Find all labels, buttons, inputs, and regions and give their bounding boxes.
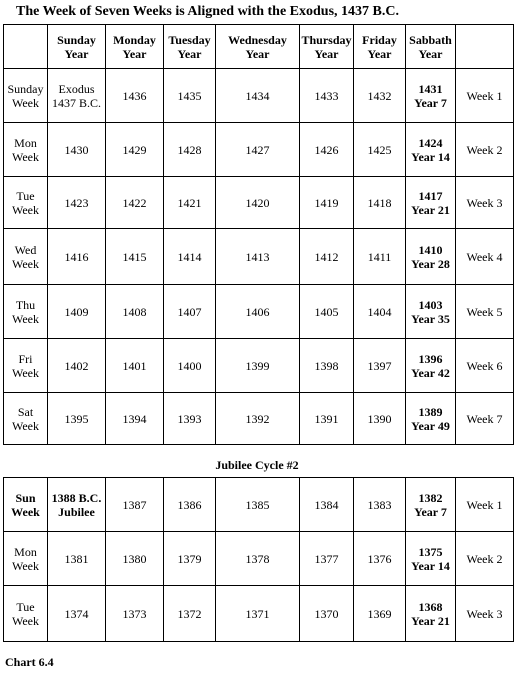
sabbath-year-cell: 1389 Year 49 <box>406 393 456 445</box>
header-cell: Sabbath Year <box>406 25 456 69</box>
header-cell: Tuesday Year <box>164 25 216 69</box>
year-cell: 1433 <box>300 69 354 123</box>
header-corner <box>4 25 48 69</box>
year-cell: 1385 <box>216 478 300 532</box>
year-cell: 1378 <box>216 532 300 586</box>
year-cell: 1425 <box>354 123 406 177</box>
year-cell: Exodus 1437 B.C. <box>48 69 106 123</box>
year-cell: 1407 <box>164 285 216 339</box>
row-label: Tue Week <box>4 177 48 229</box>
year-cell: 1434 <box>216 69 300 123</box>
year-cell: 1419 <box>300 177 354 229</box>
table-row <box>4 339 514 393</box>
week-label: Week 6 <box>456 339 514 393</box>
year-cell: 1430 <box>48 123 106 177</box>
week-label: Week 2 <box>456 123 514 177</box>
year-cell: 1383 <box>354 478 406 532</box>
year-cell: 1392 <box>216 393 300 445</box>
year-cell: 1393 <box>164 393 216 445</box>
year-cell: 1421 <box>164 177 216 229</box>
year-cell: 1377 <box>300 532 354 586</box>
sabbath-year-cell: 1424 Year 14 <box>406 123 456 177</box>
header-cell: Sunday Year <box>48 25 106 69</box>
year-cell: 1376 <box>354 532 406 586</box>
row-label: Mon Week <box>4 123 48 177</box>
year-cell: 1402 <box>48 339 106 393</box>
table-row <box>4 123 514 177</box>
table-row <box>4 229 514 285</box>
week-label: Week 3 <box>456 586 514 642</box>
row-label: Wed Week <box>4 229 48 285</box>
sabbath-year-cell: 1375 Year 14 <box>406 532 456 586</box>
year-cell: 1379 <box>164 532 216 586</box>
table-row <box>4 393 514 445</box>
year-cell: 1405 <box>300 285 354 339</box>
sabbath-year-cell: 1396 Year 42 <box>406 339 456 393</box>
year-cell: 1399 <box>216 339 300 393</box>
row-label: Sun Week <box>4 478 48 532</box>
year-cell: 1408 <box>106 285 164 339</box>
table-jubilee-cycle-1 <box>3 24 514 445</box>
header-cell: Monday Year <box>106 25 164 69</box>
year-cell: 1412 <box>300 229 354 285</box>
year-cell: 1428 <box>164 123 216 177</box>
chart-caption: Chart 6.4 <box>5 655 54 669</box>
year-cell: 1418 <box>354 177 406 229</box>
row-label: Sat Week <box>4 393 48 445</box>
year-cell: 1386 <box>164 478 216 532</box>
year-cell: 1416 <box>48 229 106 285</box>
week-label: Week 3 <box>456 177 514 229</box>
sabbath-year-cell: 1382 Year 7 <box>406 478 456 532</box>
row-label: Tue Week <box>4 586 48 642</box>
header-cell: Wednesday Year <box>216 25 300 69</box>
header-cell: Friday Year <box>354 25 406 69</box>
year-cell: 1413 <box>216 229 300 285</box>
header-corner-right <box>456 25 514 69</box>
year-cell: 1391 <box>300 393 354 445</box>
jubilee-year-cell: 1388 B.C. Jubilee <box>48 478 106 532</box>
year-cell: 1414 <box>164 229 216 285</box>
week-label: Week 1 <box>456 69 514 123</box>
year-cell: 1404 <box>354 285 406 339</box>
year-cell: 1401 <box>106 339 164 393</box>
year-cell: 1427 <box>216 123 300 177</box>
sabbath-year-cell: 1431 Year 7 <box>406 69 456 123</box>
row-label: Mon Week <box>4 532 48 586</box>
row-label: Fri Week <box>4 339 48 393</box>
header-cell: Thursday Year <box>300 25 354 69</box>
table-row <box>4 586 514 642</box>
table-row <box>4 532 514 586</box>
table-row <box>4 285 514 339</box>
year-cell: 1436 <box>106 69 164 123</box>
year-cell: 1400 <box>164 339 216 393</box>
header-row <box>4 25 514 69</box>
year-cell: 1397 <box>354 339 406 393</box>
year-cell: 1420 <box>216 177 300 229</box>
sabbath-year-cell: 1368 Year 21 <box>406 586 456 642</box>
year-cell: 1406 <box>216 285 300 339</box>
year-cell: 1387 <box>106 478 164 532</box>
year-cell: 1409 <box>48 285 106 339</box>
year-cell: 1398 <box>300 339 354 393</box>
year-cell: 1384 <box>300 478 354 532</box>
table-row <box>4 478 514 532</box>
table-jubilee-cycle-2 <box>3 477 514 642</box>
year-cell: 1371 <box>216 586 300 642</box>
year-cell: 1390 <box>354 393 406 445</box>
year-cell: 1394 <box>106 393 164 445</box>
year-cell: 1423 <box>48 177 106 229</box>
year-cell: 1373 <box>106 586 164 642</box>
year-cell: 1380 <box>106 532 164 586</box>
year-cell: 1435 <box>164 69 216 123</box>
year-cell: 1429 <box>106 123 164 177</box>
year-cell: 1374 <box>48 586 106 642</box>
sabbath-year-cell: 1410 Year 28 <box>406 229 456 285</box>
sabbath-year-cell: 1403 Year 35 <box>406 285 456 339</box>
section-subtitle: Jubilee Cycle #2 <box>215 458 299 472</box>
week-label: Week 1 <box>456 478 514 532</box>
year-cell: 1432 <box>354 69 406 123</box>
row-label: Sunday Week <box>4 69 48 123</box>
sabbath-year-cell: 1417 Year 21 <box>406 177 456 229</box>
year-cell: 1381 <box>48 532 106 586</box>
year-cell: 1426 <box>300 123 354 177</box>
week-label: Week 7 <box>456 393 514 445</box>
year-cell: 1411 <box>354 229 406 285</box>
year-cell: 1370 <box>300 586 354 642</box>
year-cell: 1372 <box>164 586 216 642</box>
year-cell: 1422 <box>106 177 164 229</box>
week-label: Week 2 <box>456 532 514 586</box>
year-cell: 1395 <box>48 393 106 445</box>
week-label: Week 5 <box>456 285 514 339</box>
row-label: Thu Week <box>4 285 48 339</box>
year-cell: 1369 <box>354 586 406 642</box>
week-label: Week 4 <box>456 229 514 285</box>
year-cell: 1415 <box>106 229 164 285</box>
table-row <box>4 69 514 123</box>
table-row <box>4 177 514 229</box>
chart-title: The Week of Seven Weeks is Aligned with the Exodus, 1437 B.C. <box>16 4 399 19</box>
